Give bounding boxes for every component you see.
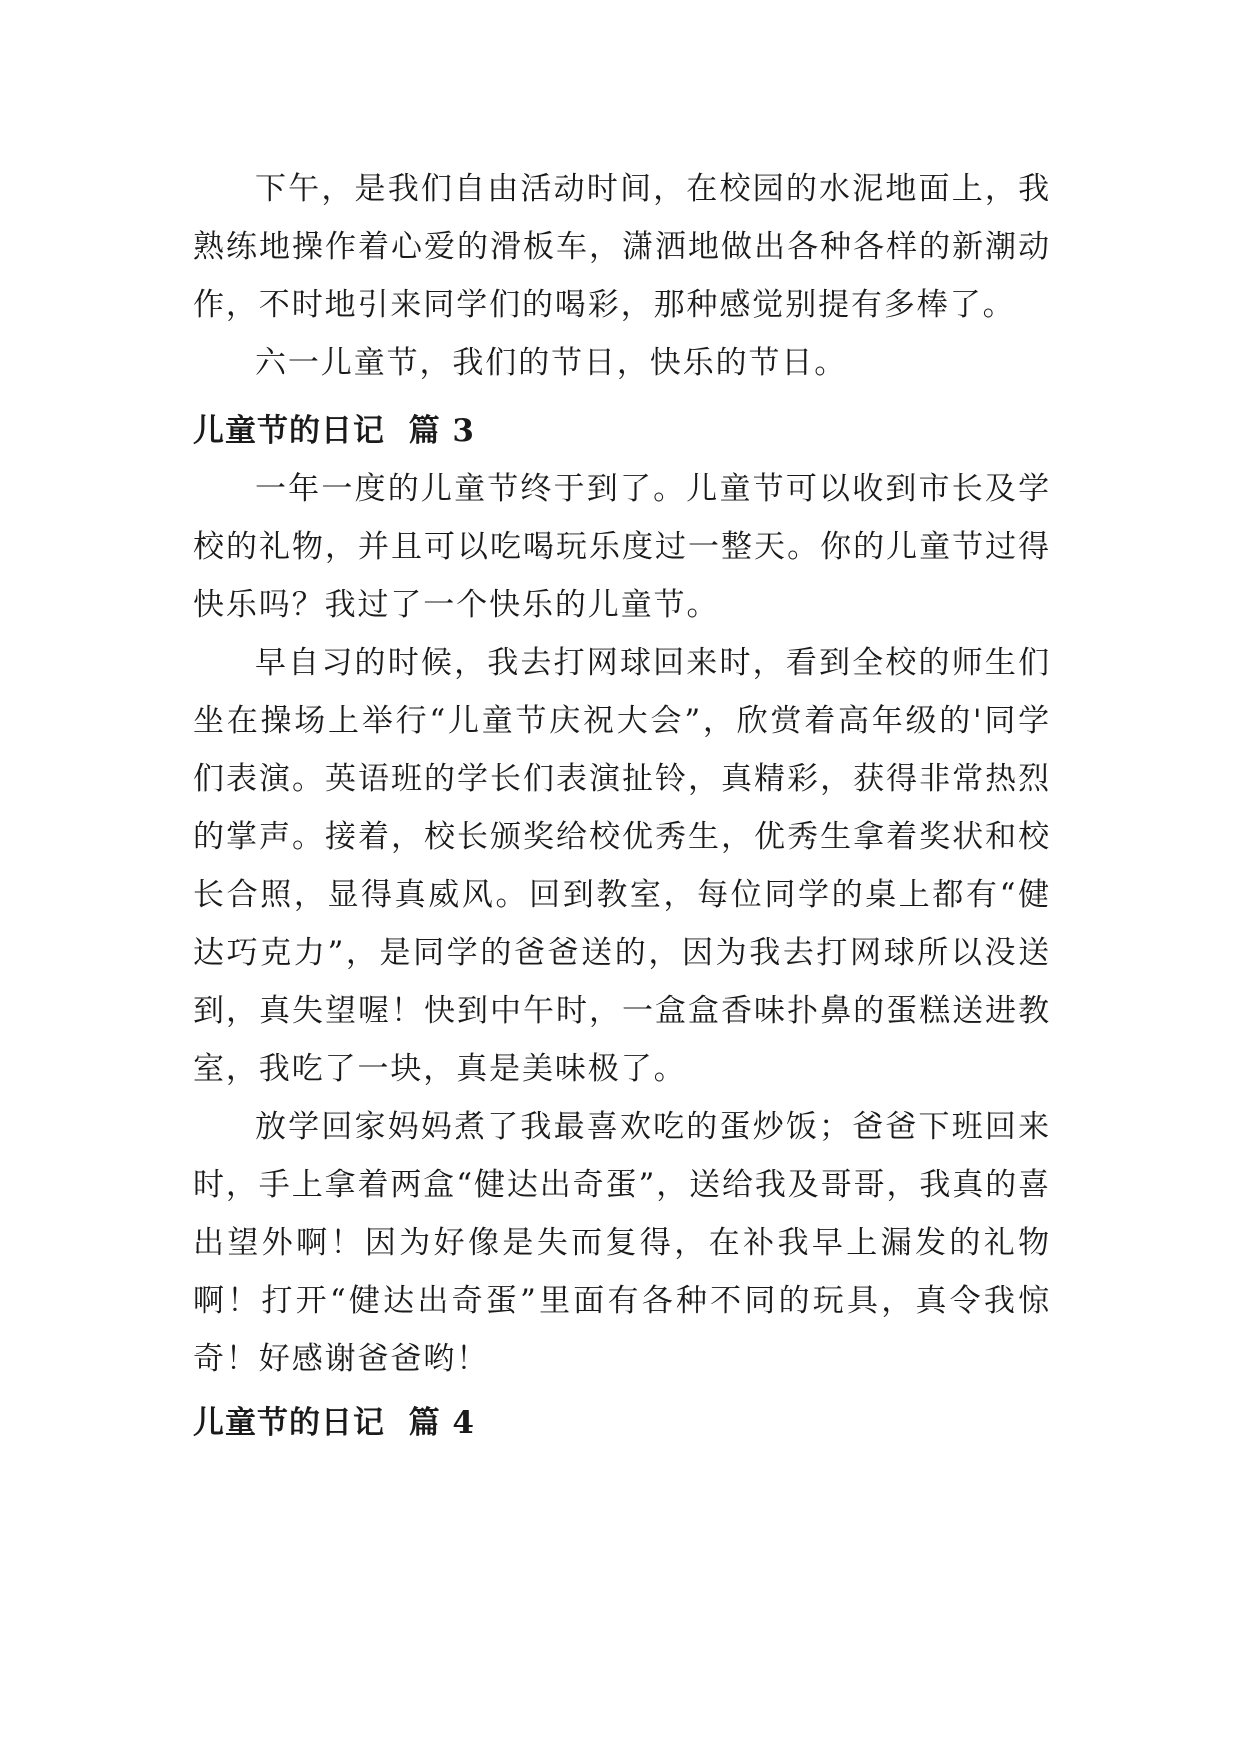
section-article-4 xyxy=(193,1394,1051,1452)
section-heading: 儿童节的日记 篇 4 xyxy=(193,1405,475,1441)
section-heading: 儿童节的日记 篇 3 xyxy=(193,413,475,449)
section-article-3 xyxy=(193,402,1051,1388)
paragraph: 六一儿童节，我们的节日，快乐的节日。 xyxy=(255,345,848,381)
paragraph: 下午，是我们自由活动时间，在校园的水泥地面上，我熟练地操作着心爱的滑板车，潇洒地做出各种各样的新潮动作，不时地引来同学们的喝彩，那种感觉别提有多棒了。 xyxy=(193,171,1051,323)
paragraph: 早自习的时候，我去打网球回来时，看到全校的师生们坐在操场上举行“儿童节庆祝大会”，欣赏着高年级的'同学们表演。英语班的学长们表演扯铃，真精彩，获得非常热烈的掌声。接着，校长颁奖给校优秀生，优秀生拿着奖状和校长合照，显得真威风。回到教室，每位同学的桌上都有“健达巧克力”，是同学的爸爸送的，因为我去打网球所以没送到，真失望喔！快到中午时，一盒盒香味扑鼻的蛋糕送进教室，我吃了一块，真是美味极了。 xyxy=(193,645,1051,1087)
section-continuation xyxy=(193,160,1051,392)
paragraph: 放学回家妈妈煮了我最喜欢吃的蛋炒饭；爸爸下班回来时，手上拿着两盒“健达出奇蛋”，送给我及哥哥，我真的喜出望外啊！因为好像是失而复得，在补我早上漏发的礼物啊！打开“健达出奇蛋”里面有各种不同的玩具，真令我惊奇！好感谢爸爸哟！ xyxy=(193,1109,1051,1377)
paragraph: 一年一度的儿童节终于到了。儿童节可以收到市长及学校的礼物，并且可以吃喝玩乐度过一整天。你的儿童节过得快乐吗？我过了一个快乐的儿童节。 xyxy=(193,471,1051,623)
